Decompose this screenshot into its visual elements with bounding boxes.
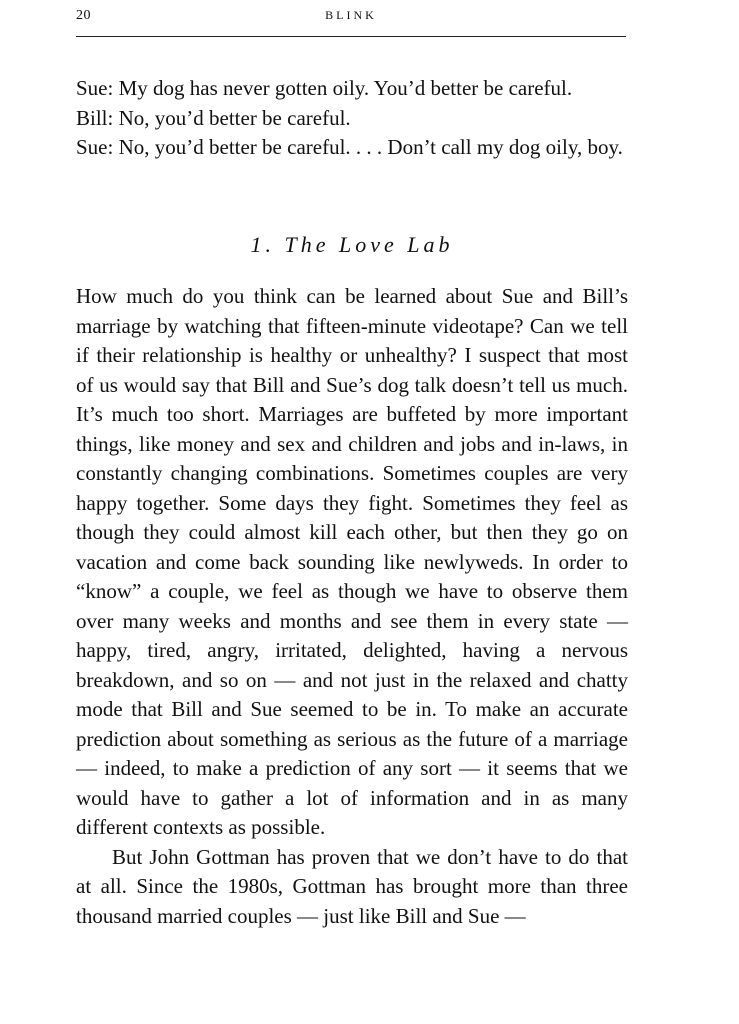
running-head <box>76 8 626 30</box>
section-heading: 1. The Love Lab <box>250 232 454 257</box>
dialogue-block <box>76 74 628 163</box>
page-number: 20 <box>76 8 91 23</box>
header-rule <box>76 36 626 37</box>
paragraph: How much do you think can be learned about Sue and Bill’s marriage by watching that fifteen-minute videotape? Can we tell if their relationship is healthy or unhealthy? I suspect that most of us would say that Bill and Sue’s dog talk doesn’t tell us much. It’s much too short. Marriages are buffeted by more important things, like money and sex and children and jobs and in-laws, in constantly changing combinations. Sometimes couples are very happy together. Some days they fight. Sometimes they feel as though they could almost kill each other, but then they go on vacation and come back sounding like newlyweds. In order to “know” a couple, we feel as though we have to observe them over many weeks and months and see them in every state — happy, tired, angry, irritated, delighted, having a nervous breakdown, and so on — and not just in the relaxed and chatty mode that Bill and Sue seemed to be in. To make an accurate prediction about something as serious as the future of a marriage — indeed, to make a prediction of any sort — it seems that we would have to gather a lot of information and in as many different contexts as possible. <box>76 284 628 839</box>
dialogue-line: Sue: My dog has never gotten oily. You’d better be careful. <box>76 76 573 100</box>
dialogue-line: Bill: No, you’d better be careful. <box>76 105 351 130</box>
body-text <box>76 282 628 931</box>
running-title: BLINK <box>325 8 377 22</box>
paragraph: But John Gottman has proven that we don’t have to do that at all. Since the 1980s, Gottman has brought more than three thousand married couples — just like Bill and Sue — <box>76 844 628 928</box>
dialogue-line: Sue: No, you’d better be careful. . . . Don’t call my dog oily, boy. <box>76 135 623 159</box>
